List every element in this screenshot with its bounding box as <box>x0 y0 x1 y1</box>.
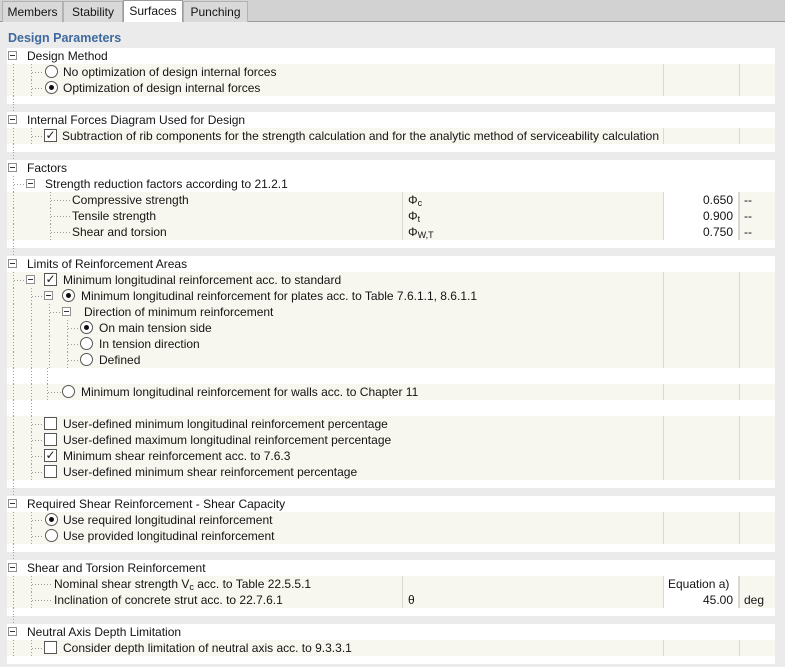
blank-row <box>0 400 785 416</box>
value-field[interactable]: 0.650 <box>663 192 739 208</box>
tree-guide-line <box>13 640 14 656</box>
tree-row <box>0 512 785 528</box>
unit-label: -- <box>744 225 752 239</box>
column-separator <box>739 416 740 432</box>
tree-branch-line <box>50 312 61 313</box>
tree-branch-line <box>14 280 25 281</box>
tree-branch-line <box>32 296 43 297</box>
tree-guide-line <box>13 288 14 304</box>
column-separator <box>739 192 740 208</box>
section-header-row <box>0 560 785 576</box>
tree-guide-line <box>13 576 14 592</box>
checkbox-input[interactable] <box>44 449 57 462</box>
section-gap <box>0 552 785 560</box>
section-header-label: Shear and Torsion Reinforcement <box>27 561 206 575</box>
blank-row <box>0 240 785 248</box>
column-separator <box>663 80 664 96</box>
radio-input[interactable] <box>62 289 75 302</box>
tree-guide-line <box>47 368 48 384</box>
blank-row <box>0 368 785 384</box>
blank-row <box>0 608 785 616</box>
section-gap <box>0 488 785 496</box>
row-background <box>7 48 775 64</box>
column-separator <box>663 416 664 432</box>
column-separator <box>663 128 664 144</box>
tree-guide-line <box>49 336 50 352</box>
row-label: Minimum shear reinforcement acc. to 7.6.3 <box>63 449 291 463</box>
radio-input[interactable] <box>45 65 58 78</box>
tree-guide-line <box>13 104 14 112</box>
blank-row <box>0 656 785 664</box>
value-field[interactable]: 0.900 <box>663 208 739 224</box>
row-label: Optimization of design internal forces <box>63 81 261 95</box>
row-background <box>7 96 775 104</box>
design-parameters-tree <box>0 48 785 664</box>
tree-row <box>0 320 785 336</box>
tree-guide-line <box>13 224 14 240</box>
tree-guide-line <box>13 416 14 432</box>
tree-row <box>0 272 785 288</box>
section-header-row <box>0 496 785 512</box>
tree-branch-line <box>32 440 43 441</box>
column-separator <box>739 464 740 480</box>
tree-branch-line <box>68 360 79 361</box>
row-label: In tension direction <box>99 337 200 351</box>
tree-guide-line <box>13 96 14 104</box>
tab-bar <box>0 0 785 22</box>
tree-guide-line <box>31 368 32 384</box>
section-header-row <box>0 112 785 128</box>
checkbox-input[interactable] <box>44 417 57 430</box>
tree-guide-line <box>13 592 14 608</box>
column-separator <box>739 512 740 528</box>
row-background <box>7 368 775 384</box>
tree-row <box>0 176 785 192</box>
value-field[interactable]: 0.750 <box>663 224 739 240</box>
expander-icon[interactable] <box>8 51 17 60</box>
section-header-row <box>0 256 785 272</box>
column-separator <box>663 432 664 448</box>
page-title: Design Parameters <box>8 31 122 45</box>
tree-guide-line <box>31 384 32 400</box>
tree-guide-line <box>13 64 14 80</box>
row-background <box>7 608 775 616</box>
radio-input[interactable] <box>45 81 58 94</box>
column-separator <box>663 528 664 544</box>
tree-row <box>0 224 785 240</box>
section-header-label: Design Method <box>27 49 108 63</box>
tree-row <box>0 576 785 592</box>
row-label: Inclination of concrete strut acc. to 22.7.6.1 <box>54 593 283 607</box>
checkbox-input[interactable] <box>44 273 57 286</box>
radio-input[interactable] <box>80 337 93 350</box>
row-label: Shear and torsion <box>72 225 167 239</box>
column-separator <box>663 272 664 288</box>
section-gap <box>0 152 785 160</box>
row-label: Minimum longitudinal reinforcement for plates acc. to Table 7.6.1.1, 8.6.1.1 <box>81 289 477 303</box>
row-background <box>7 240 775 248</box>
tree-branch-line <box>14 184 25 185</box>
tree-branch-line <box>32 456 43 457</box>
tree-guide-line <box>13 352 14 368</box>
tree-guide-line <box>31 320 32 336</box>
tree-row <box>0 464 785 480</box>
expander-icon[interactable] <box>8 259 17 268</box>
tree-row <box>0 80 785 96</box>
column-separator <box>739 208 740 224</box>
expander-icon[interactable] <box>8 627 17 636</box>
row-label: No optimization of design internal forces <box>63 65 277 79</box>
row-label: Use required longitudinal reinforcement <box>63 513 273 527</box>
unit-label: -- <box>744 209 752 223</box>
tree-guide-line <box>13 208 14 224</box>
row-label: User-defined minimum shear reinforcement percentage <box>63 465 358 479</box>
expander-icon[interactable] <box>8 115 17 124</box>
section-header-row <box>0 160 785 176</box>
section-header-label: Factors <box>27 161 68 175</box>
column-separator <box>739 592 740 608</box>
column-separator <box>402 224 403 240</box>
tree-guide-line <box>13 512 14 528</box>
tree-row <box>0 432 785 448</box>
radio-input[interactable] <box>45 513 58 526</box>
row-label: Consider depth limitation of neutral axis acc. to 9.3.3.1 <box>63 641 352 655</box>
expander-icon[interactable] <box>8 499 17 508</box>
tree-guide-line <box>13 544 14 552</box>
tree-guide-line <box>49 352 50 368</box>
symbol-label: θ <box>408 593 415 607</box>
symbol-label: $\Phi_{W,T}$ <box>408 225 434 240</box>
value-field[interactable]: Equation a) <box>663 576 739 592</box>
column-separator <box>402 576 403 592</box>
column-separator <box>663 64 664 80</box>
column-separator <box>663 336 664 352</box>
row-label: Compressive strength <box>72 193 189 207</box>
tree-guide-line <box>13 128 14 144</box>
section-header-label: Neutral Axis Depth Limitation <box>27 625 182 639</box>
tree-guide-line <box>13 144 14 152</box>
radio-input[interactable] <box>80 353 93 366</box>
column-separator <box>663 304 664 320</box>
checkbox-input[interactable] <box>44 433 57 446</box>
tree-guide-line <box>13 240 14 248</box>
row-label: Tensile strength <box>72 209 157 223</box>
blank-row <box>0 96 785 104</box>
blank-row <box>0 480 785 488</box>
tree-branch-line <box>48 392 61 393</box>
tab-punching[interactable]: Punching <box>183 1 248 22</box>
column-separator <box>739 448 740 464</box>
tree-row <box>0 640 785 656</box>
tree-branch-line <box>68 344 79 345</box>
tab-stability[interactable]: Stability <box>63 1 123 22</box>
section-gap <box>0 616 785 624</box>
tree-guide-line <box>13 552 14 560</box>
tree-guide-line <box>13 432 14 448</box>
section-header-label: Required Shear Reinforcement - Shear Capacity <box>27 497 286 511</box>
column-separator <box>739 576 740 592</box>
row-background <box>7 544 775 552</box>
column-separator <box>739 64 740 80</box>
tree-guide-line <box>13 480 14 488</box>
tree-guide-line <box>31 304 32 320</box>
tree-branch-line <box>32 584 53 585</box>
row-label: Defined <box>99 353 141 367</box>
tree-row <box>0 528 785 544</box>
blank-row <box>0 144 785 152</box>
tree-guide-line <box>13 192 14 208</box>
column-separator <box>739 320 740 336</box>
tab-surfaces[interactable]: Surfaces <box>123 0 183 22</box>
tree-row <box>0 448 785 464</box>
radio-input[interactable] <box>62 385 75 398</box>
column-separator <box>402 592 403 608</box>
tree-row <box>0 416 785 432</box>
expander-icon[interactable] <box>44 291 53 300</box>
tree-row <box>0 352 785 368</box>
expander-icon[interactable] <box>8 563 17 572</box>
column-separator <box>739 288 740 304</box>
tree-guide-line <box>13 368 14 384</box>
row-label: Strength reduction factors according to 21.2.1 <box>45 177 288 191</box>
section-header-label: Internal Forces Diagram Used for Design <box>27 113 246 127</box>
tree-branch-line <box>51 216 71 217</box>
tree-row <box>0 288 785 304</box>
tree-branch-line <box>32 520 44 521</box>
column-separator <box>663 448 664 464</box>
column-separator <box>739 336 740 352</box>
tree-row <box>0 192 785 208</box>
tree-guide-line <box>13 608 14 616</box>
tree-guide-line <box>13 384 14 400</box>
column-separator <box>663 640 664 656</box>
tree-branch-line <box>68 328 79 329</box>
tree-branch-line <box>51 232 71 233</box>
tree-row <box>0 384 785 400</box>
tree-branch-line <box>32 88 44 89</box>
tree-branch-line <box>32 536 44 537</box>
column-separator <box>739 640 740 656</box>
expander-icon[interactable] <box>26 179 35 188</box>
column-separator <box>739 80 740 96</box>
tree-row <box>0 336 785 352</box>
tree-branch-line <box>32 600 53 601</box>
expander-icon[interactable] <box>26 275 35 284</box>
column-separator <box>739 272 740 288</box>
checkbox-input[interactable] <box>44 465 57 478</box>
row-label: Direction of minimum reinforcement <box>84 305 274 319</box>
tree-row <box>0 128 785 144</box>
column-separator <box>663 512 664 528</box>
tree-guide-line <box>31 352 32 368</box>
column-separator <box>663 288 664 304</box>
blank-row <box>0 544 785 552</box>
tree-guide-line <box>13 304 14 320</box>
section-header-row <box>0 624 785 640</box>
value-field[interactable]: 45.00 <box>663 592 739 608</box>
tree-row <box>0 64 785 80</box>
section-header-row <box>0 48 785 64</box>
row-label: Minimum longitudinal reinforcement for walls acc. to Chapter 11 <box>81 385 419 399</box>
section-gap <box>0 104 785 112</box>
expander-icon[interactable] <box>62 307 71 316</box>
tree-guide-line <box>13 152 14 160</box>
row-label: Use provided longitudinal reinforcement <box>63 529 275 543</box>
column-separator <box>739 224 740 240</box>
row-background <box>7 656 775 664</box>
checkbox-input[interactable] <box>44 129 57 142</box>
unit-label: -- <box>744 193 752 207</box>
tree-guide-line <box>13 488 14 496</box>
symbol-label: $\Phi_c$ <box>408 193 423 208</box>
radio-input[interactable] <box>80 321 93 334</box>
column-separator <box>663 464 664 480</box>
tab-members[interactable]: Members <box>2 1 63 22</box>
column-separator <box>739 432 740 448</box>
tree-branch-line <box>32 136 43 137</box>
tree-branch-line <box>32 424 43 425</box>
section-gap <box>0 248 785 256</box>
column-separator <box>739 528 740 544</box>
tree-guide-line <box>13 464 14 480</box>
tree-row <box>0 304 785 320</box>
expander-icon[interactable] <box>8 163 17 172</box>
tree-guide-line <box>13 400 14 416</box>
checkbox-input[interactable] <box>44 641 57 654</box>
row-background <box>7 400 775 416</box>
row-background <box>7 144 775 152</box>
tree-branch-line <box>32 472 43 473</box>
tree-guide-line <box>13 528 14 544</box>
column-separator <box>739 304 740 320</box>
column-separator <box>402 192 403 208</box>
unit-label: deg <box>744 593 765 607</box>
column-separator <box>739 128 740 144</box>
row-background <box>7 480 775 488</box>
row-label: User-defined maximum longitudinal reinforcement percentage <box>63 433 392 447</box>
column-separator <box>402 208 403 224</box>
tree-guide-line <box>13 448 14 464</box>
tree-guide-line <box>13 336 14 352</box>
column-separator <box>663 384 664 400</box>
section-header-label: Limits of Reinforcement Areas <box>27 257 188 271</box>
tree-guide-line <box>13 80 14 96</box>
row-label: Minimum longitudinal reinforcement acc. to standard <box>63 273 342 287</box>
tree-guide-line <box>13 616 14 624</box>
tree-branch-line <box>51 200 71 201</box>
row-label: User-defined minimum longitudinal reinforcement percentage <box>63 417 388 431</box>
row-label: Nominal shear strength $V_c$ acc. to Table 22.5.5.1 <box>54 577 312 592</box>
radio-input[interactable] <box>45 529 58 542</box>
tree-row <box>0 592 785 608</box>
column-separator <box>739 384 740 400</box>
tree-row <box>0 208 785 224</box>
row-label: On main tension side <box>99 321 212 335</box>
tree-branch-line <box>32 648 43 649</box>
row-background <box>7 160 775 176</box>
symbol-label: $\Phi_t$ <box>408 209 421 224</box>
tree-guide-line <box>31 400 32 416</box>
column-separator <box>663 320 664 336</box>
column-separator <box>739 352 740 368</box>
tree-guide-line <box>13 248 14 256</box>
tree-guide-line <box>31 336 32 352</box>
column-separator <box>663 352 664 368</box>
tree-guide-line <box>13 320 14 336</box>
tree-guide-line <box>49 320 50 336</box>
tree-branch-line <box>32 72 44 73</box>
row-label: Subtraction of rib components for the strength calculation and for the analytic method of serviceability calculation <box>62 129 659 143</box>
